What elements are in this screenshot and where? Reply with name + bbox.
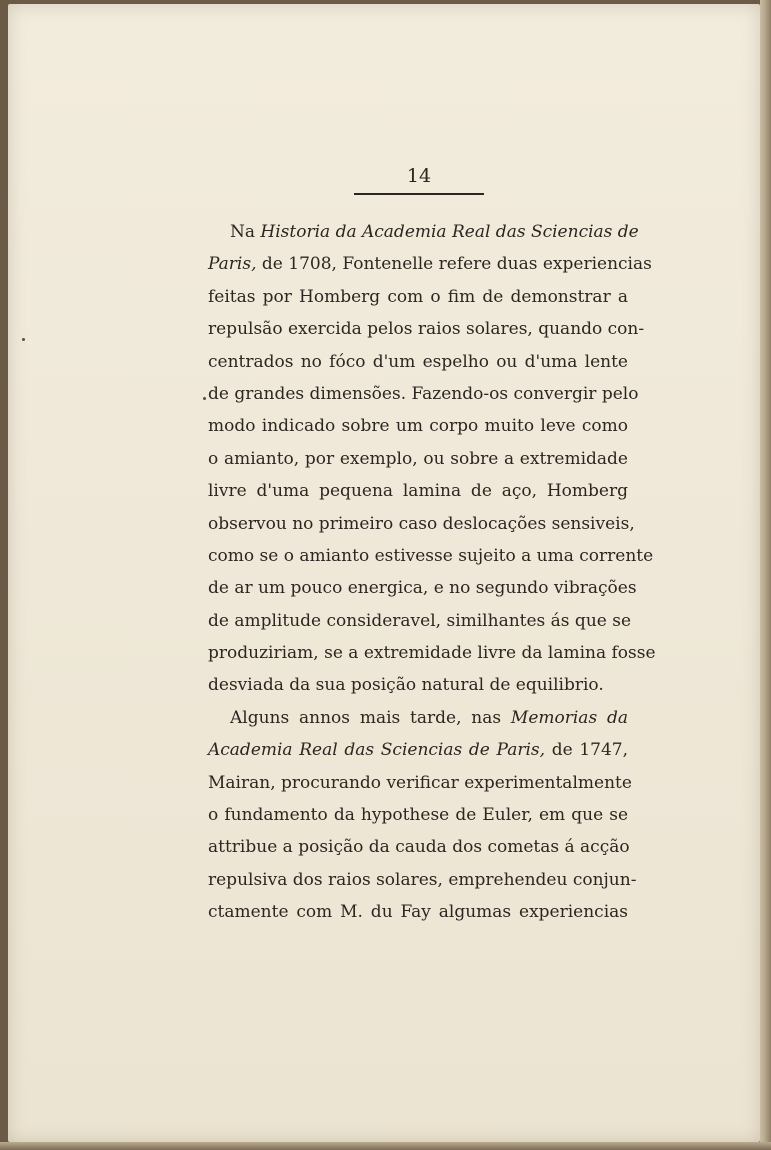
paper-speck [203, 397, 206, 400]
text-segment: modo indicado sobre um corpo muito leve como [208, 416, 628, 437]
body-text [208, 216, 656, 929]
page-edge-right [760, 0, 771, 1150]
text-segment: feitas por Homberg com o fim de demonstrar a [208, 286, 628, 307]
text-line [208, 248, 652, 280]
text-line [208, 734, 628, 766]
text-segment: de 1747, [545, 740, 629, 761]
text-segment: attribue a posição da cauda dos cometas á acção [208, 837, 630, 858]
paper-speck [22, 338, 25, 341]
text-line [208, 637, 656, 669]
text-segment: observou no primeiro caso deslocações sensiveis, [208, 513, 635, 534]
text-segment: o amianto, por exemplo, ou sobre a extremidade [208, 448, 628, 469]
text-segment: produziriam, se a extremidade livre da lamina fosse [208, 643, 656, 664]
text-line [208, 443, 628, 475]
text-segment: repulsiva dos raios solares, emprehendeu conjun- [208, 869, 637, 890]
page-number: 14 [406, 165, 432, 187]
text-segment: ctamente com M. du Fay algumas experiencias [208, 902, 628, 923]
text-line [208, 410, 628, 442]
paragraph-2 [208, 702, 637, 929]
text-line [208, 216, 639, 248]
italic-text: Academia Real das Sciencias de Paris, [208, 740, 546, 761]
text-line [208, 831, 628, 863]
text-line [208, 378, 639, 410]
text-segment: de ar um pouco energica, e no segundo vibrações [208, 578, 637, 599]
paragraph-1 [208, 216, 656, 702]
text-segment: desviada da sua posição natural de equilibrio. [208, 675, 604, 696]
text-line [208, 572, 637, 604]
text-line [208, 540, 654, 572]
text-segment: Na [230, 222, 261, 242]
text-line [208, 346, 628, 378]
text-line [208, 313, 645, 345]
text-segment: repulsão exercida pelos raios solares, quando con- [208, 319, 645, 340]
text-segment: de grandes dimensões. Fazendo-os convergir pelo [208, 383, 639, 404]
text-segment: Mairan, procurando verificar experimentalmente [208, 772, 632, 793]
text-line [208, 605, 632, 637]
text-line [208, 864, 637, 896]
italic-text: Paris, [208, 254, 257, 275]
text-segment: centrados no fóco d'um espelho ou d'uma lente [208, 351, 628, 372]
text-line [208, 896, 628, 928]
italic-text: Historia da Academia Real das Sciencias de [260, 222, 639, 242]
text-segment: Alguns annos mais tarde, nas [230, 707, 511, 728]
text-line [208, 281, 628, 313]
header-rule [354, 193, 484, 195]
text-segment: como se o amianto estivesse sujeito a uma corrente [208, 545, 654, 566]
text-line [208, 702, 628, 734]
text-line [208, 475, 628, 507]
text-line [208, 799, 628, 831]
text-segment: livre d'uma pequena lamina de aço, Homberg [208, 481, 628, 502]
text-segment: de 1708, Fontenelle refere duas experiencias [256, 254, 652, 275]
italic-text: Memorias da [510, 707, 628, 728]
text-segment: o fundamento da hypothese de Euler, em que se [208, 805, 628, 826]
page-edge-bottom [0, 1142, 771, 1150]
text-line [208, 508, 635, 540]
text-line [208, 767, 632, 799]
text-line [208, 669, 628, 701]
text-segment: de amplitude consideravel, similhantes ás que se [208, 610, 632, 631]
